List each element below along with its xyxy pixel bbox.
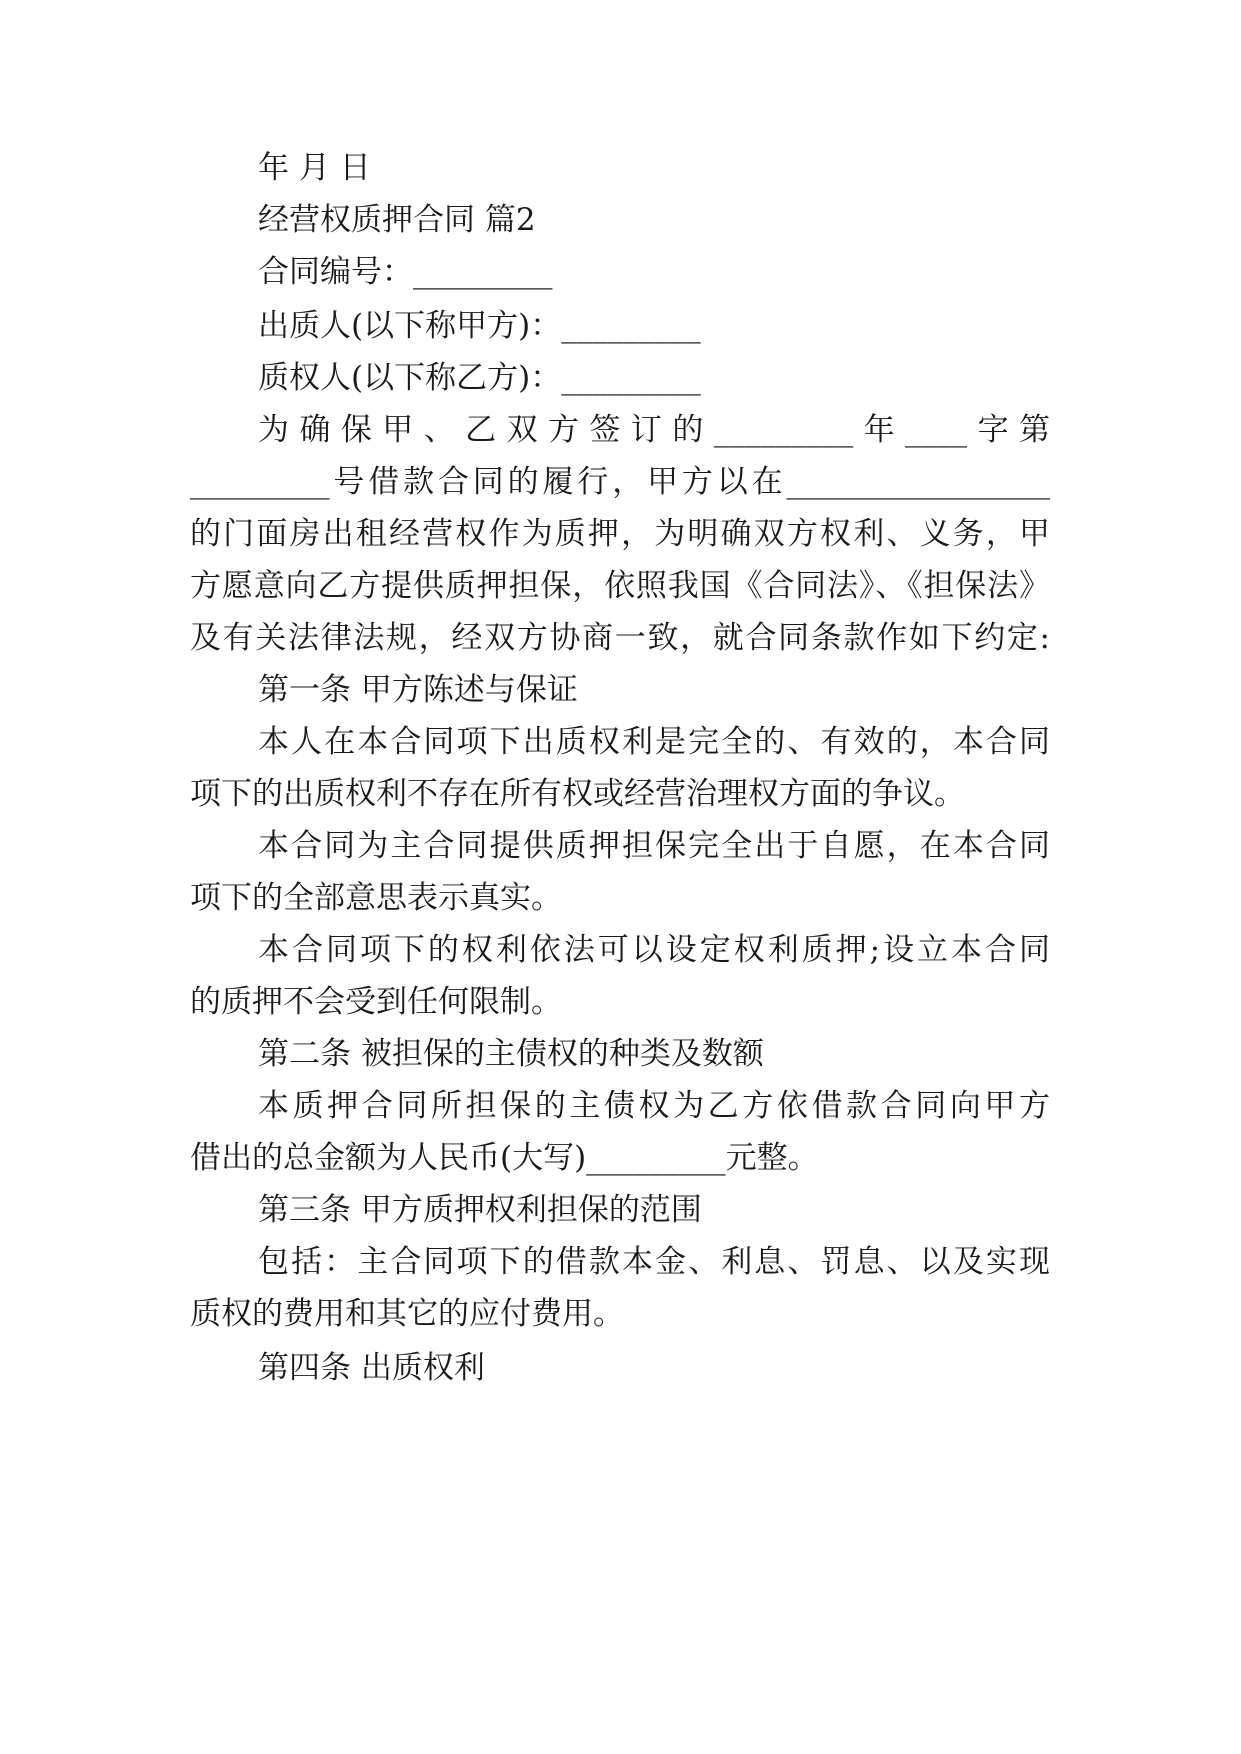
paragraph-line: 本人在本合同项下出质权利是完全的、有效的，本合同: [258, 724, 1050, 760]
paragraph-line: 包括：主合同项下的借款本金、利息、罚息、以及实现: [258, 1244, 1050, 1280]
paragraph-line: 为确保甲、乙双方签订的_________年____字第: [258, 412, 1050, 448]
pledgee-field: 质权人(以下称乙方)：_________: [258, 360, 701, 396]
paragraph-line: 及有关法律法规，经双方协商一致，就合同条款作如下约定:: [190, 620, 1050, 656]
article-heading: 第三条 甲方质押权利担保的范围: [258, 1192, 702, 1228]
contract-title: 经营权质押合同 篇2: [258, 202, 536, 238]
article-heading: 第一条 甲方陈述与保证: [258, 672, 578, 708]
paragraph-line: 项下的全部意思表示真实。: [190, 880, 562, 916]
contract-number-field: 合同编号：_________: [258, 254, 553, 290]
paragraph-line: 质权的费用和其它的应付费用。: [190, 1296, 624, 1332]
pledgor-field: 出质人(以下称甲方)：_________: [258, 308, 701, 344]
article-heading: 第二条 被担保的主债权的种类及数额: [258, 1036, 764, 1072]
article-heading: 第四条 出质权利: [258, 1350, 485, 1386]
paragraph-line: 项下的出质权利不存在所有权或经营治理权方面的争议。: [190, 776, 965, 812]
paragraph-line: 的质押不会受到任何限制。: [190, 984, 562, 1020]
paragraph-line: _________号借款合同的履行，甲方以在_________________: [190, 464, 1050, 500]
date-line: 年 月 日: [258, 150, 371, 186]
paragraph-line: 本质押合同所担保的主债权为乙方依借款合同向甲方: [258, 1088, 1050, 1124]
paragraph-line: 方愿意向乙方提供质押担保，依照我国《合同法》、《担保法》: [190, 568, 1050, 604]
paragraph-line: 借出的总金额为人民币(大写)_________元整。: [190, 1140, 819, 1176]
paragraph-line: 本合同项下的权利依法可以设定权利质押;设立本合同: [258, 932, 1050, 968]
paragraph-line: 的门面房出租经营权作为质押，为明确双方权利、义务，甲: [190, 516, 1050, 552]
paragraph-line: 本合同为主合同提供质押担保完全出于自愿，在本合同: [258, 828, 1050, 864]
